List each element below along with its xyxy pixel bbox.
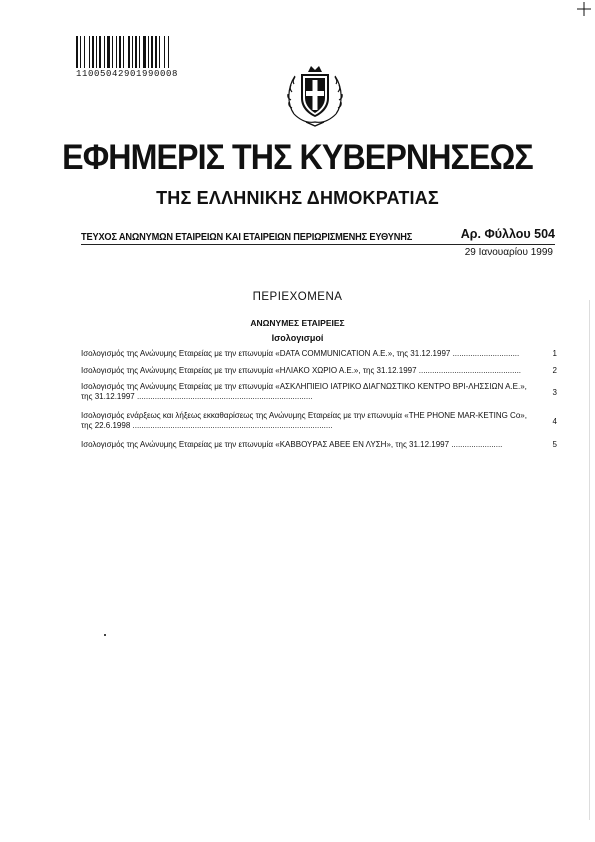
registration-mark-icon: [577, 2, 591, 16]
toc-entry: [81, 349, 557, 359]
scan-edge-line: [589, 300, 590, 820]
toc-page-number: 1: [552, 349, 557, 358]
toc-page-number: 2: [552, 366, 557, 375]
toc-entry-text: Ισολογισμός της Ανώνυμης Εταιρείας με την επωνυμία «DATA COMMUNICATION Α.Ε.», της 31.12.1997 ..............................: [81, 349, 520, 358]
toc-entry-text: Ισολογισμός της Ανώνυμης Εταιρείας με την επωνυμία «ΗΛΙΑΚΟ ΧΩΡΙΟ Α.Ε.», της 31.12.1997 ..............................................: [81, 366, 522, 375]
barcode-number: 11005042901990008: [76, 69, 179, 79]
issue-date: 29 Ιανουαρίου 1999: [464, 247, 553, 258]
gazette-title: ΕΦΗΜΕΡΙΣ ΤΗΣ ΚΥΒΕΡΝΗΣΕΩΣ: [62, 138, 533, 177]
toc-entry-text: Ισολογισμός της Ανώνυμης Εταιρείας με την επωνυμία «ΚΑΒΒΟΥΡΑΣ ΑΒΕΕ ΕΝ ΛΥΣΗ», της 31.12.1997 .......................: [81, 440, 503, 449]
sheet-number: Αρ. Φύλλου 504: [460, 227, 555, 241]
scan-speck: [104, 634, 106, 636]
section-heading: ΑΝΩΝΥΜΕΣ ΕΤΑΙΡΕΙΕΣ: [250, 318, 345, 328]
subsection-heading: Ισολογισμοί: [271, 333, 324, 343]
toc-entry: [81, 440, 557, 450]
toc-page-number: 4: [552, 417, 557, 426]
coat-of-arms-emblem: [284, 62, 346, 130]
gazette-subtitle: ΤΗΣ ΕΛΛΗΝΙΚΗΣ ΔΗΜΟΚΡΑΤΙΑΣ: [156, 188, 439, 208]
issue-type: ΤΕΥΧΟΣ ΑΝΩΝΥΜΩΝ ΕΤΑΙΡΕΙΩΝ ΚΑΙ ΕΤΑΙΡΕΙΩΝ ΠΕΡΙΩΡΙΣΜΕΝΗΣ ΕΥΘΥΝΗΣ: [81, 231, 413, 243]
barcode: [76, 36, 216, 68]
toc-page-number: 5: [552, 440, 557, 449]
toc-entry: [81, 382, 557, 402]
toc-page-number: 3: [552, 388, 557, 397]
toc-entry: [81, 411, 557, 431]
header-divider: [81, 244, 555, 245]
toc-entry: [81, 366, 557, 376]
contents-heading: ΠΕΡΙΕΧΟΜΕΝΑ: [252, 291, 343, 303]
toc-entry-text: Ισολογισμός της Ανώνυμης Εταιρείας με την επωνυμία «ΑΣΚΛΗΠΙΕΙΟ ΙΑΤΡΙΚΟ ΔΙΑΓΝΩΣΤΙΚΟ ΚΕΝΤΡΟ ΒΡΙ-ΛΗΣΣΙΩΝ Α.Ε.», της 31.12.1997 ...............................................................................: [81, 382, 527, 401]
table-of-contents: [81, 349, 557, 456]
toc-entry-text: Ισολογισμός ενάρξεως και λήξεως εκκαθαρίσεως της Ανώνυμης Εταιρείας με την επωνυμία «THE PHONE MAR-KETING Co», της 22.6.1998 ..........................................................................................: [81, 411, 527, 430]
